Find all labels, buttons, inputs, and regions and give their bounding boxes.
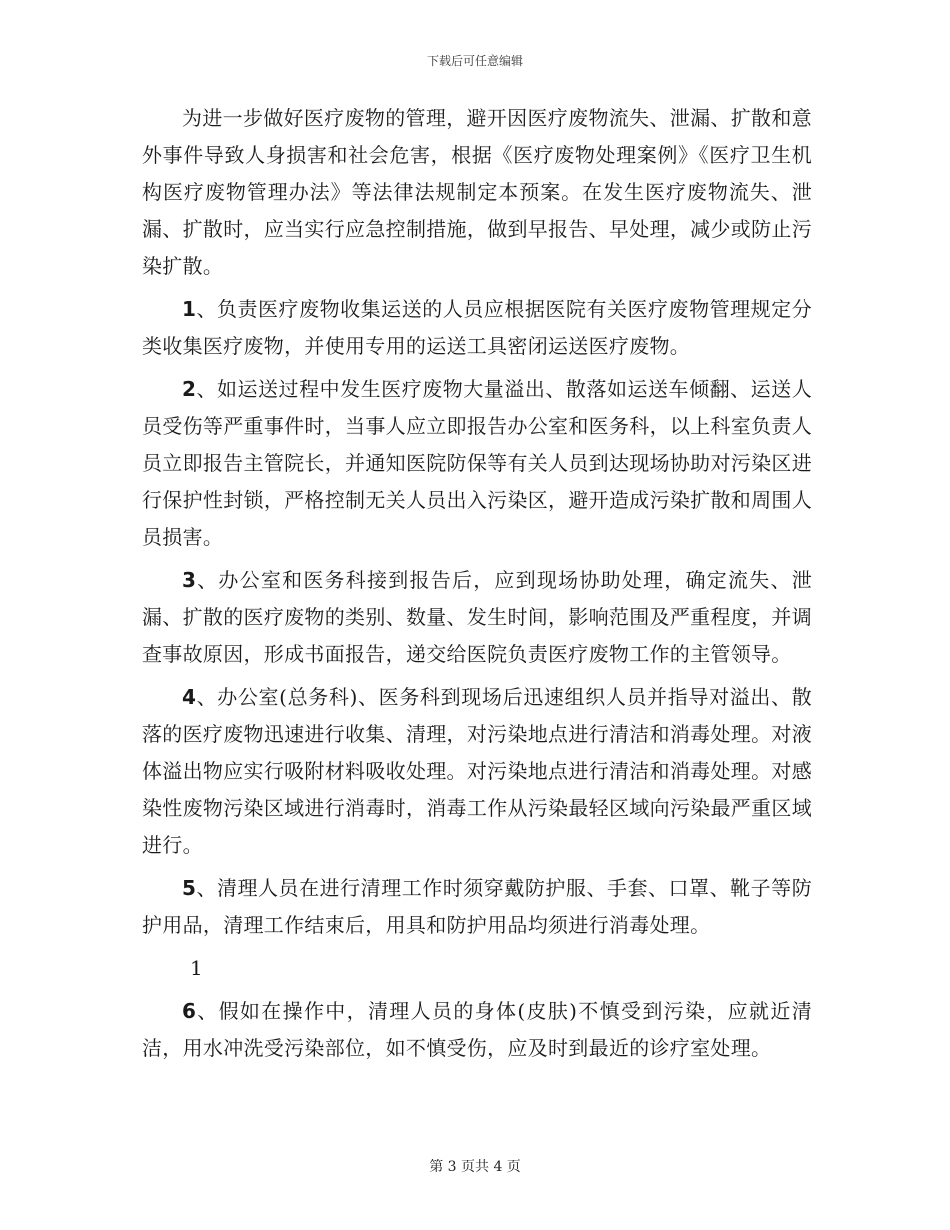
- page-footer: 第 3 页共 4 页: [429, 1159, 521, 1175]
- item-number: 6: [182, 999, 197, 1023]
- item-text: 、如运送过程中发生医疗废物大量溢出、散落如运送车倾翻、运送人员受伤等严重事件时，当事人应立即报告办公室和医务科，以上科室负责人员立即报告主管院长，并通知医院防保等有关人员到达现场协助对污染区进行保护性封锁，严格控制无关人员出入污染区，避开造成污染扩散和周围人员损害。: [142, 377, 812, 549]
- item-text: 、假如在操作中，清理人员的身体(皮肤)不慎受到污染，应就近清洁，用水冲洗受污染部位，如不慎受伤，应及时到最近的诊疗室处理。: [142, 999, 812, 1060]
- item-text: 、办公室和医务科接到报告后，应到现场协助处理，确定流失、泄漏、扩散的医疗废物的类别、数量、发生时间，影响范围及严重程度，并调查事故原因，形成书面报告，递交给医院负责医疗废物工作的主管领导。: [142, 568, 812, 666]
- item-text: 、负责医疗废物收集运送的人员应根据医院有关医疗废物管理规定分类收集医疗废物，并使用专用的运送工具密闭运送医疗废物。: [142, 297, 812, 358]
- item-text: 、办公室(总务科)、医务科到现场后迅速组织人员并指导对溢出、散落的医疗废物迅速进行收集、清理，对污染地点进行清洁和消毒处理。对液体溢出物应实行吸附材料吸收处理。对污染地点进行清洁和消毒处理。对感染性废物污染区域进行消毒时，消毒工作从污染最轻区域向污染最严重区域进行。: [142, 685, 812, 857]
- item-number: 3: [182, 568, 197, 592]
- inline-page-number: 1: [190, 956, 203, 980]
- item-number: 1: [182, 297, 197, 321]
- list-item: [142, 371, 812, 556]
- item-text: 、清理人员在进行清理工作时须穿戴防护服、手套、口罩、靴子等防护用品，清理工作结束后，用具和防护用品均须进行消毒处理。: [142, 876, 812, 937]
- item-number: 4: [182, 685, 197, 709]
- document-body: [142, 100, 812, 1073]
- list-item: [142, 993, 812, 1067]
- item-number: 5: [182, 876, 197, 900]
- list-item: [142, 870, 812, 944]
- list-item: [142, 679, 812, 864]
- item-number: 2: [182, 377, 197, 401]
- list-item: [142, 291, 812, 365]
- page-header-note: 下载后可任意编辑: [426, 54, 523, 68]
- intro-paragraph: 为进一步做好医疗废物的管理，避开因医疗废物流失、泄漏、扩散和意外事件导致人身损害和社会危害，根据《医疗废物处理案例》《医疗卫生机构医疗废物管理办法》等法律法规制定本预案。在发生医疗废物流失、泄漏、扩散时，应当实行应急控制措施，做到早报告、早处理，减少或防止污染扩散。: [142, 106, 812, 278]
- list-item: [142, 562, 812, 673]
